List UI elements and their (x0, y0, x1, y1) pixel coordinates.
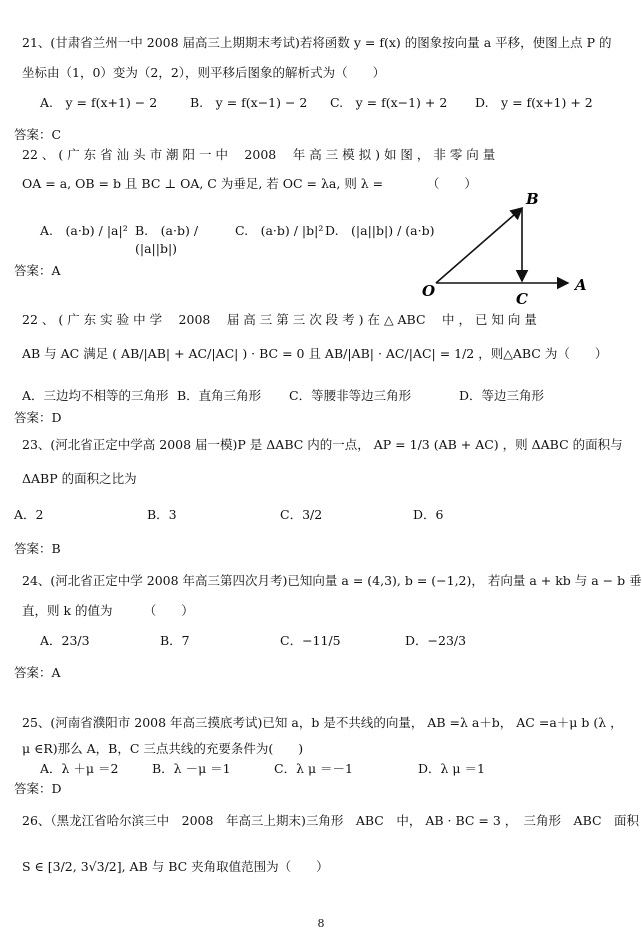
q22b-options (22, 387, 624, 405)
q23-option-b: B．3 (147, 507, 177, 522)
q25-option-d: D．λ μ ＝1 (418, 761, 485, 776)
q24-option-d: D．−23/3 (405, 633, 467, 648)
q22b-option-c: C．等腰非等边三角形 (289, 388, 412, 403)
q22b-answer: 答案：D (14, 410, 62, 425)
q26-stem: 26、（黑龙江省哈尔滨三中 2008 年高三上期末)三角形 ABC 中， AB · BC = 3 ， 三角形 ABC 面积 (22, 813, 640, 828)
q25-option-b: B．λ －μ ＝1 (152, 761, 231, 776)
q25-option-a: A．λ ＋μ ＝2 (40, 761, 119, 776)
q23-stem: 23、(河北省正定中学高 2008 届一模)P 是 ΔABC 内的一点， AP = 1/3 (AB + AC) ，则 ΔABC 的面积与 (22, 437, 623, 452)
q22a-answer: 答案：A (14, 263, 61, 278)
label-o: O (422, 282, 436, 300)
q22b-stem: 22 、 ( 广 东 实 验 中 学 2008 届 高 三 第 三 次 段 考 ) 在 △ ABC 中 ， 已 知 向 量 (22, 312, 537, 327)
q24-option-a: A．23/3 (40, 633, 90, 648)
q22b-stem-cont: AB 与 AC 满足 ( AB/|AB| + AC/|AC| ) · BC = 0 且 AB/|AB| · AC/|AC| = 1/2 ，则△ABC 为（ ） (22, 346, 608, 361)
q24-option-b: B．7 (160, 633, 190, 648)
q21-answer: 答案：C (14, 127, 62, 142)
q23-stem-cont: ΔABP 的面积之比为 (22, 471, 137, 486)
q21-option-b: B. y = f(x−1) − 2 (190, 95, 308, 110)
q25-stem: 25、(河南省濮阳市 2008 年高三摸底考试)已知 a，b 是不共线的向量， AB =λ a＋b， AC =a＋μ b (λ ， (22, 715, 623, 730)
vector-ob-line (436, 208, 522, 283)
q24-options (40, 632, 624, 650)
q21-option-d: D. y = f(x+1) + 2 (475, 95, 593, 110)
q21-option-c: C. y = f(x−1) + 2 (330, 95, 448, 110)
q22b-option-d: D．等边三角形 (459, 388, 545, 403)
q21-options (40, 94, 624, 112)
q21-option-a: A. y = f(x+1) − 2 (40, 95, 158, 110)
q24-option-c: C．−11/5 (280, 633, 341, 648)
q22b-option-a: A．三边均不相等的三角形 (22, 388, 169, 403)
q22a-stem: 22 、 ( 广 东 省 汕 头 市 潮 阳 一 中 2008 年 高 三 模 拟 ) 如 图 ， 非 零 向 量 (22, 147, 496, 162)
q24-stem: 24、(河北省正定中学 2008 年高三第四次月考)已知向量 a = (4,3), b = (−1,2)， 若向量 a + kb 与 a − b 垂 (22, 573, 642, 588)
q22a-stem-cont: OA = a, OB = b 且 BC ⊥ OA, C 为垂足, 若 OC = λa, 则 λ = （ ） (22, 176, 477, 191)
q24-stem-cont: 直，则 k 的值为 （ ） (22, 603, 194, 618)
q21-stem: 21、(甘肃省兰州一中 2008 届高三上期期末考试)若将函数 y = f(x) 的图象按向量 a 平移，使图上点 P 的 (22, 35, 612, 50)
q23-option-d: D．6 (413, 507, 444, 522)
page-number: 8 (317, 917, 325, 930)
q25-options (40, 760, 624, 778)
q22b-option-b: B．直角三角形 (177, 388, 262, 403)
q23-options (14, 506, 624, 524)
q23-answer: 答案：B (14, 541, 61, 556)
q22a-option-b: B. (a·b) / (|a||b|) (135, 223, 199, 256)
label-c: C (516, 290, 528, 308)
q22a-option-c: C. (a·b) / |b|² (235, 223, 324, 238)
q23-option-c: C．3/2 (280, 507, 323, 522)
q25-option-c: C．λ μ ＝－1 (274, 761, 354, 776)
q25-answer: 答案：D (14, 781, 62, 796)
q22a-option-d: D. (|a||b|) / (a·b) (325, 223, 435, 238)
q25-stem-cont: μ ∈R)那么 A，B，C 三点共线的充要条件为( ) (22, 741, 304, 756)
vector-figure (418, 188, 598, 308)
q23-option-a: A．2 (14, 507, 44, 522)
q26-stem-cont: S ∈ [3/2, 3√3/2], AB 与 BC 夹角取值范围为（ ） (22, 859, 329, 874)
q24-answer: 答案：A (14, 665, 61, 680)
label-b: B (526, 190, 539, 208)
label-a: A (575, 276, 587, 294)
q21-stem-cont: 坐标由（1，0）变为（2，2），则平移后图象的解析式为（ ） (22, 65, 386, 80)
q22a-option-a: A. (a·b) / |a|² (40, 223, 128, 238)
